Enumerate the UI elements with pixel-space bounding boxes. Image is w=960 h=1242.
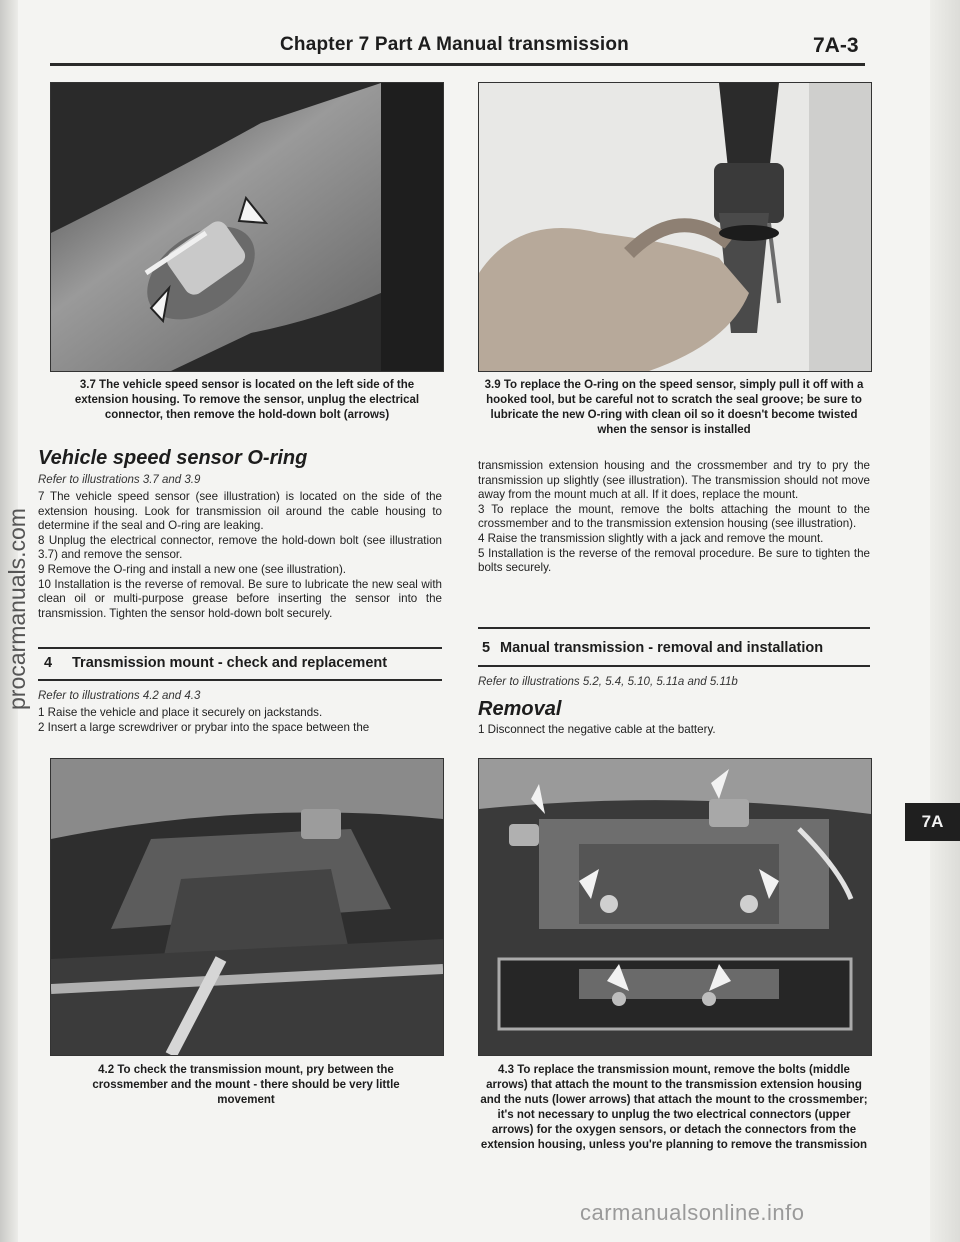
section-rule-top xyxy=(38,647,442,649)
paragraph-2: 2 Insert a large screwdriver or prybar into the space between the xyxy=(38,720,370,734)
paragraph-3: 3 To replace the mount, remove the bolts attaching the mount to the crossmember and to the transmission extension housing (see illustration). xyxy=(478,502,870,531)
photo-fig-3-9 xyxy=(478,82,872,372)
page-number: 7A-3 xyxy=(813,34,859,57)
section-5-number: 5 xyxy=(482,640,491,656)
bottom-watermark: carmanualsonline.info xyxy=(580,1200,805,1225)
side-watermark-anchor xyxy=(4,508,32,712)
section-5-title: Manual transmission - removal and installation xyxy=(500,640,824,656)
side-watermark: procarmanuals.com xyxy=(4,508,30,710)
chapter-tab: 7A xyxy=(905,803,960,841)
paragraph-9: 9 Remove the O-ring and install a new one (see illustration). xyxy=(38,562,347,576)
paragraph-1-removal: 1 Disconnect the negative cable at the battery. xyxy=(478,723,716,736)
paragraph-1: 1 Raise the vehicle and place it securely on jackstands. xyxy=(38,706,323,719)
heading-removal: Removal xyxy=(478,698,562,720)
header-rule xyxy=(50,63,865,66)
paragraph-7: 7 The vehicle speed sensor (see illustration) is located on the side of the extension housing. Look for transmission oil around the cable housing to determine if the seal and O-ring are leaking. xyxy=(38,490,442,533)
paragraph-10: 10 Installation is the reverse of removal. Be sure to lubricate the new seal with clean oil or multi-purpose grease before inserting the sensor into the transmission. Tighten the sensor hold-down bolt securely. xyxy=(38,577,442,620)
heading-vehicle-speed-sensor-oring: Vehicle speed sensor O-ring xyxy=(38,447,308,469)
section-5-rule-top xyxy=(478,627,870,629)
paragraph-2-continued: transmission extension housing and the crossmember and try to pry the transmission up slightly (see illustration). The transmission should not move away from the mount much at all. If it does, replace the mount. xyxy=(478,459,870,502)
paragraph-5: 5 Installation is the reverse of the removal procedure. Be sure to tighten the bolts securely. xyxy=(478,546,870,575)
caption-fig-4-2: 4.2 To check the transmission mount, pry between the crossmember and the mount - there should be very little movement xyxy=(92,1064,400,1106)
right-body-text-removal xyxy=(478,723,870,738)
reference-note-section-4: Refer to illustrations 4.2 and 4.3 xyxy=(38,690,201,702)
reference-note-section-5: Refer to illustrations 5.2, 5.4, 5.10, 5.11a and 5.11b xyxy=(478,676,738,688)
caption-fig-3-7: 3.7 The vehicle speed sensor is located on the left side of the extension housing. To remove the sensor, unplug the electrical connector, then remove the hold-down bolt (arrows) xyxy=(74,379,420,421)
paragraph-4: 4 Raise the transmission slightly with a jack and remove the mount. xyxy=(478,531,824,545)
photo-fig-4-3 xyxy=(478,758,872,1056)
reference-note: Refer to illustrations 3.7 and 3.9 xyxy=(38,474,201,486)
section-5-rule-bottom xyxy=(478,665,870,667)
section-4-title: Transmission mount - check and replacement xyxy=(72,655,388,671)
photo-fig-4-2 xyxy=(50,758,444,1056)
left-body-text-section-4 xyxy=(38,706,442,735)
scan-edge-right xyxy=(930,0,960,1242)
caption-fig-3-9: 3.9 To replace the O-ring on the speed sensor, simply pull it off with a hooked tool, but be careful not to scratch the seal groove; be sure to lubricate the new O-ring with clean oil so it doesn't become twisted when the sensor is installed xyxy=(484,379,864,436)
section-4-number: 4 xyxy=(44,655,53,671)
right-body-text xyxy=(478,459,870,576)
caption-fig-4-3: 4.3 To replace the transmission mount, remove the bolts (middle arrows) that attach the mount to the transmission extension housing and the nuts (lower arrows) that attach the mount to the crossmember; it's not necessary to unplug the two electrical connectors (upper arrows) for the oxygen sensors, or detach the connectors from the extension housing, unless you're planning to remove the transmission xyxy=(480,1064,868,1151)
section-rule-bottom xyxy=(38,679,442,681)
left-body-text xyxy=(38,490,442,621)
photo-fig-3-7 xyxy=(50,82,444,372)
chapter-title: Chapter 7 Part A Manual transmission xyxy=(280,34,629,55)
paragraph-8: 8 Unplug the electrical connector, remove the hold-down bolt (see illustration 3.7) and remove the sensor. xyxy=(38,533,442,562)
